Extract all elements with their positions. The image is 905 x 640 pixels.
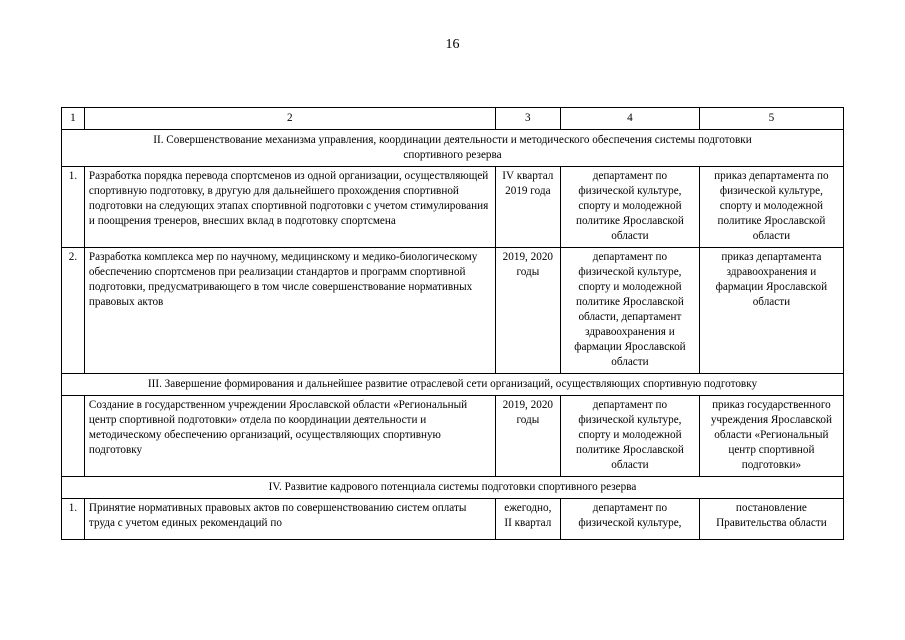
- section-title: II. Совершенствование механизма управления, координации деятельности и методического обеспечения системы подготовки спортивного резерва: [62, 130, 844, 167]
- column-number: 3: [495, 108, 561, 130]
- result-cell: приказ департамента здравоохранения и фармации Ярославской области: [699, 248, 843, 374]
- result-cell: приказ департамента по физической культуре, спорту и молодежной политике Ярославской области: [699, 167, 843, 248]
- section-heading-row: [62, 130, 844, 167]
- row-number: [62, 396, 85, 477]
- table-row: [62, 499, 844, 540]
- column-number: 1: [62, 108, 85, 130]
- row-number: 1.: [62, 167, 85, 248]
- executor-cell: департамент по физической культуре, спорту и молодежной политике Ярославской области: [561, 167, 700, 248]
- measure-text: Создание в государственном учреждении Ярославской области «Региональный центр спортивной подготовки» отдела по координации деятельности и методическому обеспечению организаций, осуществляющих спортивную подготовку: [84, 396, 495, 477]
- executor-cell: департамент по физической культуре, спорту и молодежной политике Ярославской области: [561, 396, 700, 477]
- term-cell: IV квартал 2019 года: [495, 167, 561, 248]
- table-row: [62, 167, 844, 248]
- section-heading-row: [62, 477, 844, 499]
- result-cell: постановление Правительства области: [699, 499, 843, 540]
- table-row: [62, 396, 844, 477]
- section-title: III. Завершение формирования и дальнейшее развитие отраслевой сети организаций, осуществляющих спортивную подготовку: [62, 374, 844, 396]
- measure-text: Принятие нормативных правовых актов по совершенствованию систем оплаты труда с учетом единых рекомендаций по: [84, 499, 495, 540]
- term-cell: 2019, 2020 годы: [495, 396, 561, 477]
- page-number: 16: [445, 37, 460, 52]
- column-number: 5: [699, 108, 843, 130]
- column-number: 2: [84, 108, 495, 130]
- term-cell: ежегодно, II квартал: [495, 499, 561, 540]
- measure-text: Разработка порядка перевода спортсменов из одной организации, осуществляющей спортивную подготовку, в другую для дальнейшего прохождения спортивной подготовки на следующих этапах спортивной подготовки с учетом стимулирования и поощрения тренеров, внесших вклад в подготовку спортсмена: [84, 167, 495, 248]
- section-heading-row: [62, 374, 844, 396]
- column-number-row: [62, 108, 844, 130]
- section-title: IV. Развитие кадрового потенциала системы подготовки спортивного резерва: [62, 477, 844, 499]
- executor-cell: департамент по физической культуре,: [561, 499, 700, 540]
- result-cell: приказ государственного учреждения Ярославской области «Региональный центр спортивной подготовки»: [699, 396, 843, 477]
- term-cell: 2019, 2020 годы: [495, 248, 561, 374]
- row-number: 1.: [62, 499, 85, 540]
- table-row: [62, 248, 844, 374]
- action-plan-table: [61, 107, 844, 540]
- column-number: 4: [561, 108, 700, 130]
- executor-cell: департамент по физической культуре, спорту и молодежной политике Ярославской области, департамент здравоохранения и фармации Ярославской области: [561, 248, 700, 374]
- row-number: 2.: [62, 248, 85, 374]
- measure-text: Разработка комплекса мер по научному, медицинскому и медико-биологическому обеспечению спортсменов при реализации стандартов и программ спортивной подготовки, предусматривающего в том числе совершенствование нормативных правовых актов: [84, 248, 495, 374]
